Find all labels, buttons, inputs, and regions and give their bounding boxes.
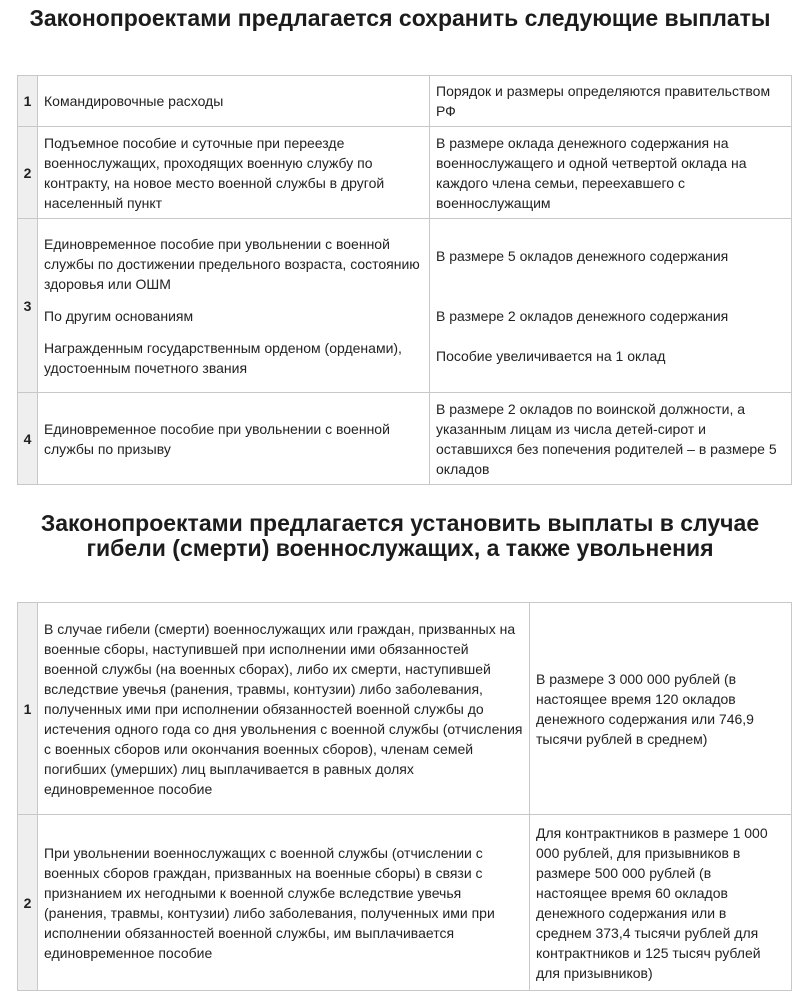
payment-amount-cell: В размере 3 000 000 рублей (в настоящее время 120 окладов денежного содержания или 746,9 тысячи рублей в среднем) [530,603,792,815]
cell-text: Единовременное пособие при увольнении с военной службы по призыву [44,420,390,457]
row-number: 1 [18,76,38,127]
cell-text: Единовременное пособие при увольнении с военной службы по достижении предельного возраста, состоянию здоровья или ОШМ [44,235,420,292]
retained-payments-table [17,75,792,485]
payment-type-cell: В случае гибели (смерти) военнослужащих или граждан, призванных на военные сборы, наступившей при исполнении ими обязанностей военной службы (на военных сборах), либо их смерти, наступившей вследствие увечья (ранения, травмы, контузии) либо заболевания, полученных ими при исполнении обязанностей военной службы до истечения одного года со дня увольнения с военной службы (отчисления с военных сборов или окончания военных сборов), членам семей погибших (умерших) лиц выплачивается в равных долях единовременное пособие [38,603,530,815]
cell-text: Порядок и размеры определяются правительством РФ [436,83,771,119]
cell-text: Командировочные расходы [44,93,224,109]
payment-type-cell [38,393,430,485]
row-number: 4 [18,393,38,485]
cell-text: В размере 2 окладов денежного содержания [436,307,729,324]
table-row [18,219,792,393]
row-number: 2 [18,127,38,219]
new-payments-table [17,602,792,991]
section-title-retained-payments: Законопроектами предлагается сохранить следующие выплаты [29,5,771,31]
cell-text: Подъемное пособие и суточные при переезде военнослужащих, проходящих военную службу по контракту, на новое место военной службы в другой населенный пункт [44,134,385,211]
cell-text: В размере оклада денежного содержания на военнослужащего и одной четвертой оклада на каждого члена семьи, переехавшего с военнослужащим [436,134,747,211]
payment-type-cell [38,219,430,393]
row-number: 2 [18,815,38,991]
table-row [18,393,792,485]
row-number: 3 [18,219,38,393]
payment-amount-cell [430,219,792,393]
cell-text: В размере 5 окладов денежного содержания [436,247,729,264]
payment-amount-cell: Для контрактников в размере 1 000 000 рублей, для призывников в размере 500 000 рублей (в настоящее время 60 окладов денежного содержания или в среднем 373,4 тысячи рублей для контрактников и 125 тысяч рублей для призывников) [530,815,792,991]
cell-text: Награжденным государственным орденом (орденами), удостоенным почетного звания [44,339,402,376]
cell-text: Пособие увеличивается на 1 оклад [436,347,666,364]
payment-type-cell [38,127,430,219]
table-row [18,76,792,127]
table-row [18,815,792,991]
payment-type-cell [38,76,430,127]
section-title-new-payments: Законопроектами предлагается установить выплаты в случае гибели (смерти) военнослужащих, а также увольнения [40,510,760,561]
cell-text: По другим основаниям [44,307,194,324]
table-row [18,127,792,219]
payment-amount-cell [430,393,792,485]
table-row [18,603,792,815]
payment-type-cell: При увольнении военнослужащих с военной службы (отчислении с военных сборов граждан, призванных на военные сборы) в связи с признанием их негодными к военной службе вследствие увечья (ранения, травмы, контузии) либо заболевания, полученных ими при исполнении обязанностей военной службы, им выплачивается единовременное пособие [38,815,530,991]
cell-text: В размере 2 окладов по воинской должности, а указанным лицам из числа детей-сирот и оставшихся без попечения родителей – в размере 5 окладов [436,400,777,477]
payment-amount-cell [430,76,792,127]
payment-amount-cell [430,127,792,219]
row-number: 1 [18,603,38,815]
